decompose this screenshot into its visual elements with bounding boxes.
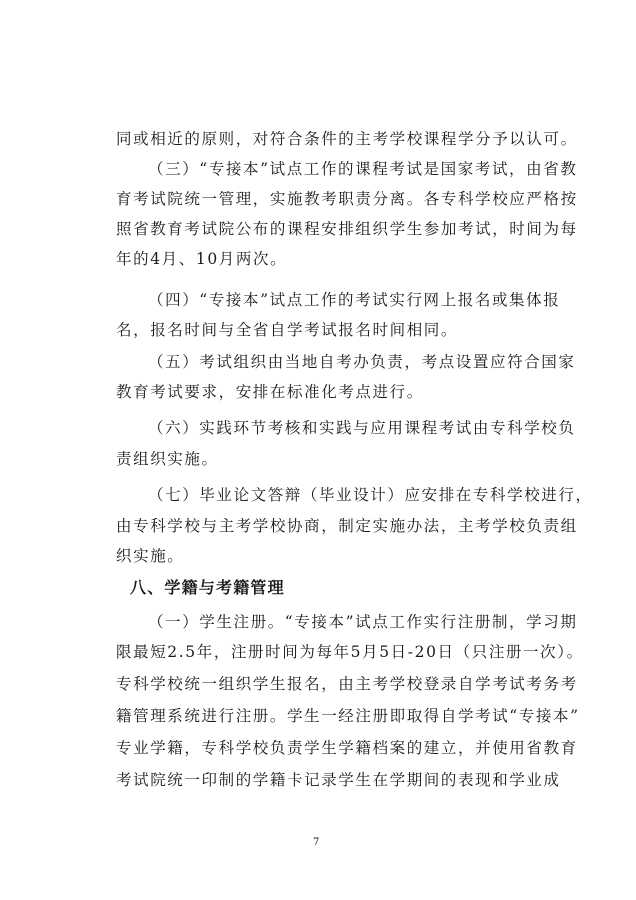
body-line-1: 同或相近的原则，对符合条件的主考学校课程学分予以认可。	[116, 130, 578, 148]
body-line-10: （六）实践环节考核和实践与应用课程考试由专科学校负	[148, 419, 576, 437]
body-line-9: 教育考试要求，安排在标准化考点进行。	[116, 383, 424, 401]
body-line-2: （三）“专接本”试点工作的课程考试是国家考试，由省教	[148, 160, 578, 178]
body-line-11: 责组织实施。	[116, 450, 219, 468]
section-heading: 八、学籍与考籍管理	[130, 578, 285, 597]
body-line-7: 名，报名时间与全省自学考试报名时间相同。	[116, 321, 459, 339]
body-line-13: 由专科学校与主考学校协商，制定实施办法，主考学校负责组	[116, 517, 578, 535]
body-line-16: 限最短2.5年，注册时间为每年5月5日-20日（只注册一次）。	[116, 643, 584, 661]
body-line-15: （一）学生注册。“专接本”试点工作实行注册制，学习期	[148, 613, 578, 631]
body-line-19: 专业学籍，专科学校负责学生学籍档案的建立，并使用省教育	[116, 739, 578, 757]
body-line-17: 专科学校统一组织学生报名，由主考学校登录自学考试考务考	[116, 675, 578, 693]
body-line-4: 照省教育考试院公布的课程安排组织学生参加考试，时间为每	[116, 220, 578, 238]
body-line-8: （五）考试组织由当地自考办负责，考点设置应符合国家	[148, 353, 576, 371]
body-line-5: 年的4月、10月两次。	[116, 250, 288, 268]
body-line-14: 织实施。	[116, 547, 185, 565]
body-line-6: （四）“专接本”试点工作的考试实行网上报名或集体报	[148, 291, 561, 309]
body-line-18: 籍管理系统进行注册。学生一经注册即取得自学考试“专接本”	[116, 707, 580, 725]
page-number: 7	[313, 837, 320, 848]
body-line-3: 育考试院统一管理，实施教考职责分离。各专科学校应严格按	[116, 190, 578, 208]
body-line-20: 考试院统一印制的学籍卡记录学生在学期间的表现和学业成	[116, 771, 561, 789]
body-line-12: （七）毕业论文答辩（毕业设计）应安排在专科学校进行，	[148, 486, 593, 504]
